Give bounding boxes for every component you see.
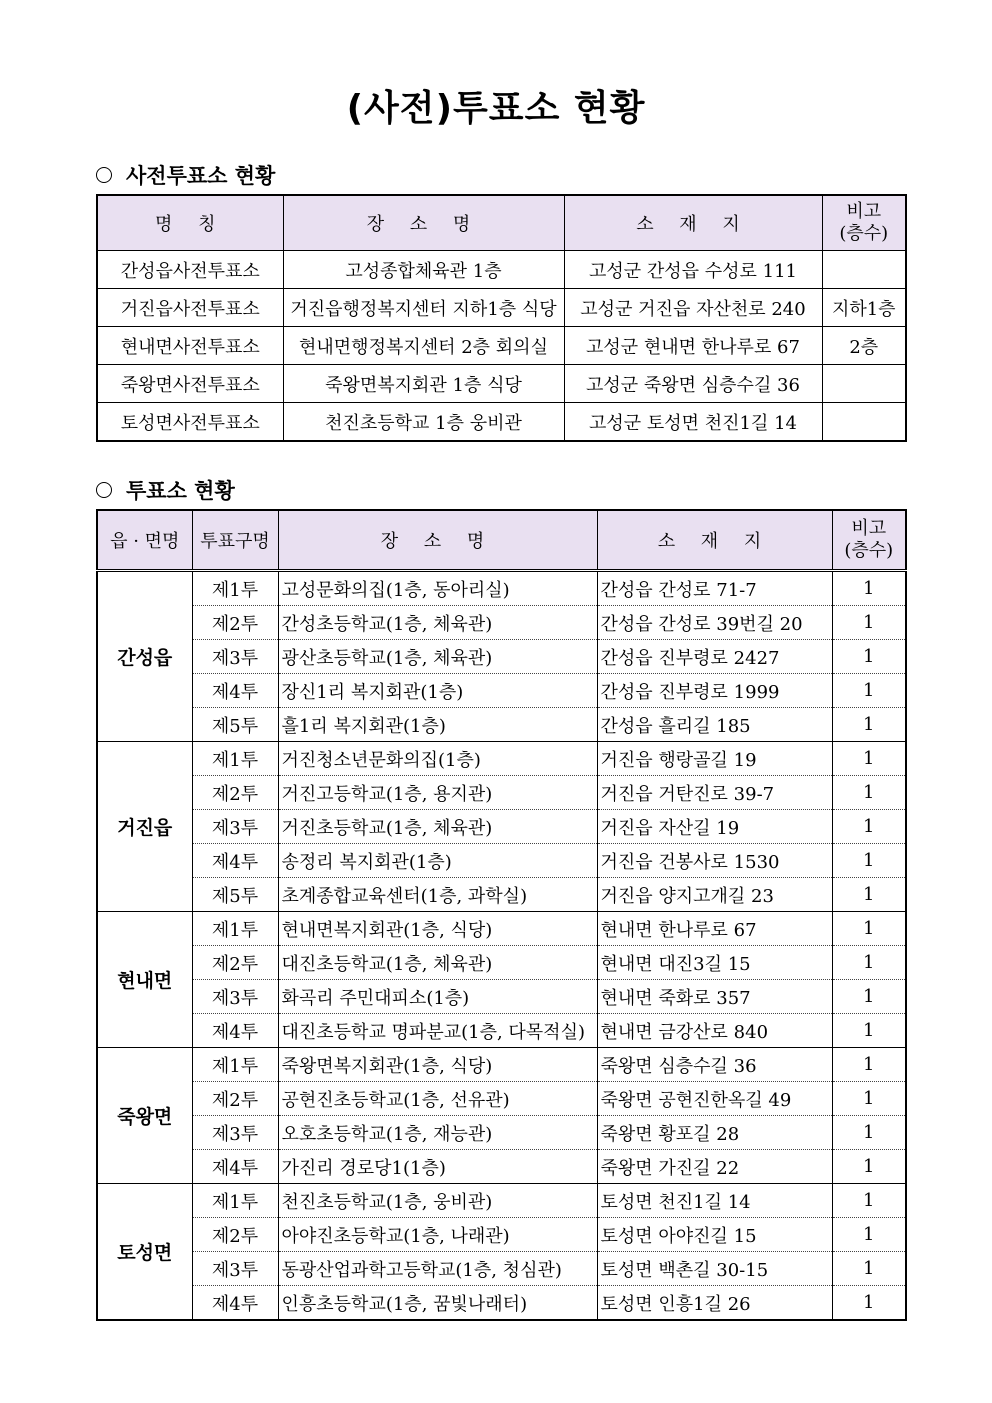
table-row bbox=[97, 708, 906, 742]
district-name: 제1투 bbox=[192, 742, 278, 776]
table-row bbox=[97, 674, 906, 708]
table-row bbox=[97, 1150, 906, 1184]
station-note: 1 bbox=[832, 1184, 906, 1218]
station-address: 거진읍 양지고개길 23 bbox=[597, 878, 832, 912]
district-name: 제3투 bbox=[192, 640, 278, 674]
station-name: 간성읍사전투표소 bbox=[97, 251, 283, 289]
station-place: 현내면복지회관(1층, 식당) bbox=[278, 912, 597, 946]
station-place: 동광산업과학고등학교(1층, 청심관) bbox=[278, 1252, 597, 1286]
table-row bbox=[97, 912, 906, 946]
town-name: 거진읍 bbox=[97, 742, 192, 912]
station-address: 간성읍 흘리길 185 bbox=[597, 708, 832, 742]
station-name: 현내면사전투표소 bbox=[97, 327, 283, 365]
station-address: 현내면 한나루로 67 bbox=[597, 912, 832, 946]
station-note: 1 bbox=[832, 878, 906, 912]
station-note: 1 bbox=[832, 912, 906, 946]
station-note: 1 bbox=[832, 1082, 906, 1116]
station-place: 죽왕면복지회관 1층 식당 bbox=[283, 365, 564, 403]
station-place: 가진리 경로당1(1층) bbox=[278, 1150, 597, 1184]
station-place: 공현진초등학교(1층, 선유관) bbox=[278, 1082, 597, 1116]
district-name: 제2투 bbox=[192, 1218, 278, 1252]
station-note: 1 bbox=[832, 980, 906, 1014]
station-name: 죽왕면사전투표소 bbox=[97, 365, 283, 403]
table-row bbox=[97, 571, 906, 606]
table-row bbox=[97, 403, 906, 442]
station-address: 간성읍 간성로 71-7 bbox=[597, 571, 832, 606]
header-address: 소 재 지 bbox=[597, 510, 832, 571]
early-voting-table bbox=[96, 194, 907, 442]
station-address: 현내면 대진3길 15 bbox=[597, 946, 832, 980]
table-row bbox=[97, 365, 906, 403]
district-name: 제1투 bbox=[192, 571, 278, 606]
station-place: 광산초등학교(1층, 체육관) bbox=[278, 640, 597, 674]
station-place: 대진초등학교(1층, 체육관) bbox=[278, 946, 597, 980]
district-name: 제3투 bbox=[192, 980, 278, 1014]
table-row bbox=[97, 1082, 906, 1116]
station-note: 1 bbox=[832, 606, 906, 640]
district-name: 제1투 bbox=[192, 1184, 278, 1218]
station-note: 1 bbox=[832, 776, 906, 810]
station-place: 오호초등학교(1층, 재능관) bbox=[278, 1116, 597, 1150]
district-name: 제2투 bbox=[192, 1082, 278, 1116]
station-note: 1 bbox=[832, 844, 906, 878]
table-row bbox=[97, 1286, 906, 1321]
station-address: 토성면 천진1길 14 bbox=[597, 1184, 832, 1218]
table-row bbox=[97, 844, 906, 878]
district-name: 제4투 bbox=[192, 1014, 278, 1048]
header-note: 비고 (층수) bbox=[832, 510, 906, 571]
district-name: 제2투 bbox=[192, 776, 278, 810]
station-note: 1 bbox=[832, 810, 906, 844]
station-note: 1 bbox=[832, 1014, 906, 1048]
station-address: 토성면 아야진길 15 bbox=[597, 1218, 832, 1252]
station-note: 1 bbox=[832, 640, 906, 674]
table-row bbox=[97, 289, 906, 327]
station-address: 토성면 백촌길 30-15 bbox=[597, 1252, 832, 1286]
station-address: 고성군 간성읍 수성로 111 bbox=[564, 251, 822, 289]
table-row bbox=[97, 251, 906, 289]
circle-bullet-icon bbox=[96, 167, 112, 183]
station-place: 초계종합교육센터(1층, 과학실) bbox=[278, 878, 597, 912]
station-address: 고성군 죽왕면 심층수길 36 bbox=[564, 365, 822, 403]
station-note: 2층 bbox=[822, 327, 906, 365]
station-address: 토성면 인흥1길 26 bbox=[597, 1286, 832, 1321]
header-place: 장 소 명 bbox=[278, 510, 597, 571]
station-place: 화곡리 주민대피소(1층) bbox=[278, 980, 597, 1014]
station-name: 거진읍사전투표소 bbox=[97, 289, 283, 327]
table-row bbox=[97, 810, 906, 844]
station-address: 거진읍 자산길 19 bbox=[597, 810, 832, 844]
station-place: 대진초등학교 명파분교(1층, 다목적실) bbox=[278, 1014, 597, 1048]
station-address: 죽왕면 공현진한옥길 49 bbox=[597, 1082, 832, 1116]
station-address: 거진읍 행랑골길 19 bbox=[597, 742, 832, 776]
district-name: 제1투 bbox=[192, 912, 278, 946]
table-row bbox=[97, 606, 906, 640]
town-name: 토성면 bbox=[97, 1184, 192, 1321]
polling-station-heading-text: 투표소 현황 bbox=[126, 479, 235, 503]
station-address: 고성군 현내면 한나루로 67 bbox=[564, 327, 822, 365]
station-address: 현내면 죽화로 357 bbox=[597, 980, 832, 1014]
station-note: 1 bbox=[832, 1150, 906, 1184]
early-voting-heading bbox=[96, 160, 275, 190]
table-row bbox=[97, 1116, 906, 1150]
district-name: 제4투 bbox=[192, 1150, 278, 1184]
station-address: 죽왕면 황포길 28 bbox=[597, 1116, 832, 1150]
polling-station-table bbox=[96, 509, 907, 1321]
table-row bbox=[97, 1218, 906, 1252]
district-name: 제4투 bbox=[192, 1286, 278, 1321]
early-voting-heading-text: 사전투표소 현황 bbox=[126, 164, 276, 188]
station-note: 1 bbox=[832, 742, 906, 776]
station-address: 죽왕면 심층수길 36 bbox=[597, 1048, 832, 1082]
header-district: 투표구명 bbox=[192, 510, 278, 571]
table-row bbox=[97, 1014, 906, 1048]
district-name: 제2투 bbox=[192, 946, 278, 980]
station-note: 1 bbox=[832, 1116, 906, 1150]
station-place: 고성종합체육관 1층 bbox=[283, 251, 564, 289]
station-place: 송정리 복지회관(1층) bbox=[278, 844, 597, 878]
station-note: 1 bbox=[832, 1286, 906, 1321]
district-name: 제3투 bbox=[192, 1252, 278, 1286]
station-note bbox=[822, 403, 906, 442]
table-row bbox=[97, 1252, 906, 1286]
station-place: 간성초등학교(1층, 체육관) bbox=[278, 606, 597, 640]
table-row bbox=[97, 980, 906, 1014]
station-place: 흘1리 복지회관(1층) bbox=[278, 708, 597, 742]
district-name: 제3투 bbox=[192, 810, 278, 844]
station-note: 지하1층 bbox=[822, 289, 906, 327]
district-name: 제4투 bbox=[192, 844, 278, 878]
district-name: 제5투 bbox=[192, 708, 278, 742]
station-address: 간성읍 진부령로 2427 bbox=[597, 640, 832, 674]
station-note bbox=[822, 251, 906, 289]
station-address: 거진읍 건봉사로 1530 bbox=[597, 844, 832, 878]
polling-station-heading bbox=[96, 475, 235, 505]
station-note: 1 bbox=[832, 946, 906, 980]
station-place: 고성문화의집(1층, 동아리실) bbox=[278, 571, 597, 606]
station-address: 간성읍 간성로 39번길 20 bbox=[597, 606, 832, 640]
table-row bbox=[97, 1184, 906, 1218]
station-address: 간성읍 진부령로 1999 bbox=[597, 674, 832, 708]
station-place: 거진고등학교(1층, 용지관) bbox=[278, 776, 597, 810]
station-place: 천진초등학교(1층, 웅비관) bbox=[278, 1184, 597, 1218]
station-place: 거진읍행정복지센터 지하1층 식당 bbox=[283, 289, 564, 327]
station-place: 거진초등학교(1층, 체육관) bbox=[278, 810, 597, 844]
station-place: 거진청소년문화의집(1층) bbox=[278, 742, 597, 776]
district-name: 제2투 bbox=[192, 606, 278, 640]
station-place: 인흥초등학교(1층, 꿈빛나래터) bbox=[278, 1286, 597, 1321]
district-name: 제3투 bbox=[192, 1116, 278, 1150]
header-address: 소 재 지 bbox=[564, 195, 822, 251]
header-place: 장 소 명 bbox=[283, 195, 564, 251]
station-note: 1 bbox=[832, 1218, 906, 1252]
circle-bullet-icon bbox=[96, 482, 112, 498]
page-title: (사전)투표소 현황 bbox=[346, 88, 646, 129]
table-row bbox=[97, 776, 906, 810]
station-address: 고성군 거진읍 자산천로 240 bbox=[564, 289, 822, 327]
station-place: 아야진초등학교(1층, 나래관) bbox=[278, 1218, 597, 1252]
station-address: 거진읍 거탄진로 39-7 bbox=[597, 776, 832, 810]
polling-header-row bbox=[97, 510, 906, 571]
station-address: 고성군 토성면 천진1길 14 bbox=[564, 403, 822, 442]
header-note: 비고 (층수) bbox=[822, 195, 906, 251]
station-note: 1 bbox=[832, 1252, 906, 1286]
town-name: 죽왕면 bbox=[97, 1048, 192, 1184]
district-name: 제5투 bbox=[192, 878, 278, 912]
table-row bbox=[97, 327, 906, 365]
station-note: 1 bbox=[832, 674, 906, 708]
header-name: 명 칭 bbox=[97, 195, 283, 251]
early-voting-header-row bbox=[97, 195, 906, 251]
station-place: 천진초등학교 1층 웅비관 bbox=[283, 403, 564, 442]
town-name: 간성읍 bbox=[97, 571, 192, 742]
station-place: 현내면행정복지센터 2층 회의실 bbox=[283, 327, 564, 365]
station-name: 토성면사전투표소 bbox=[97, 403, 283, 442]
station-address: 죽왕면 가진길 22 bbox=[597, 1150, 832, 1184]
station-address: 현내면 금강산로 840 bbox=[597, 1014, 832, 1048]
table-row bbox=[97, 640, 906, 674]
station-place: 죽왕면복지회관(1층, 식당) bbox=[278, 1048, 597, 1082]
station-place: 장신1리 복지회관(1층) bbox=[278, 674, 597, 708]
header-town: 읍 · 면명 bbox=[97, 510, 192, 571]
station-note: 1 bbox=[832, 708, 906, 742]
district-name: 제1투 bbox=[192, 1048, 278, 1082]
station-note: 1 bbox=[832, 1048, 906, 1082]
station-note: 1 bbox=[832, 571, 906, 606]
district-name: 제4투 bbox=[192, 674, 278, 708]
table-row bbox=[97, 878, 906, 912]
town-name: 현내면 bbox=[97, 912, 192, 1048]
station-note bbox=[822, 365, 906, 403]
table-row bbox=[97, 946, 906, 980]
table-row bbox=[97, 1048, 906, 1082]
table-row bbox=[97, 742, 906, 776]
